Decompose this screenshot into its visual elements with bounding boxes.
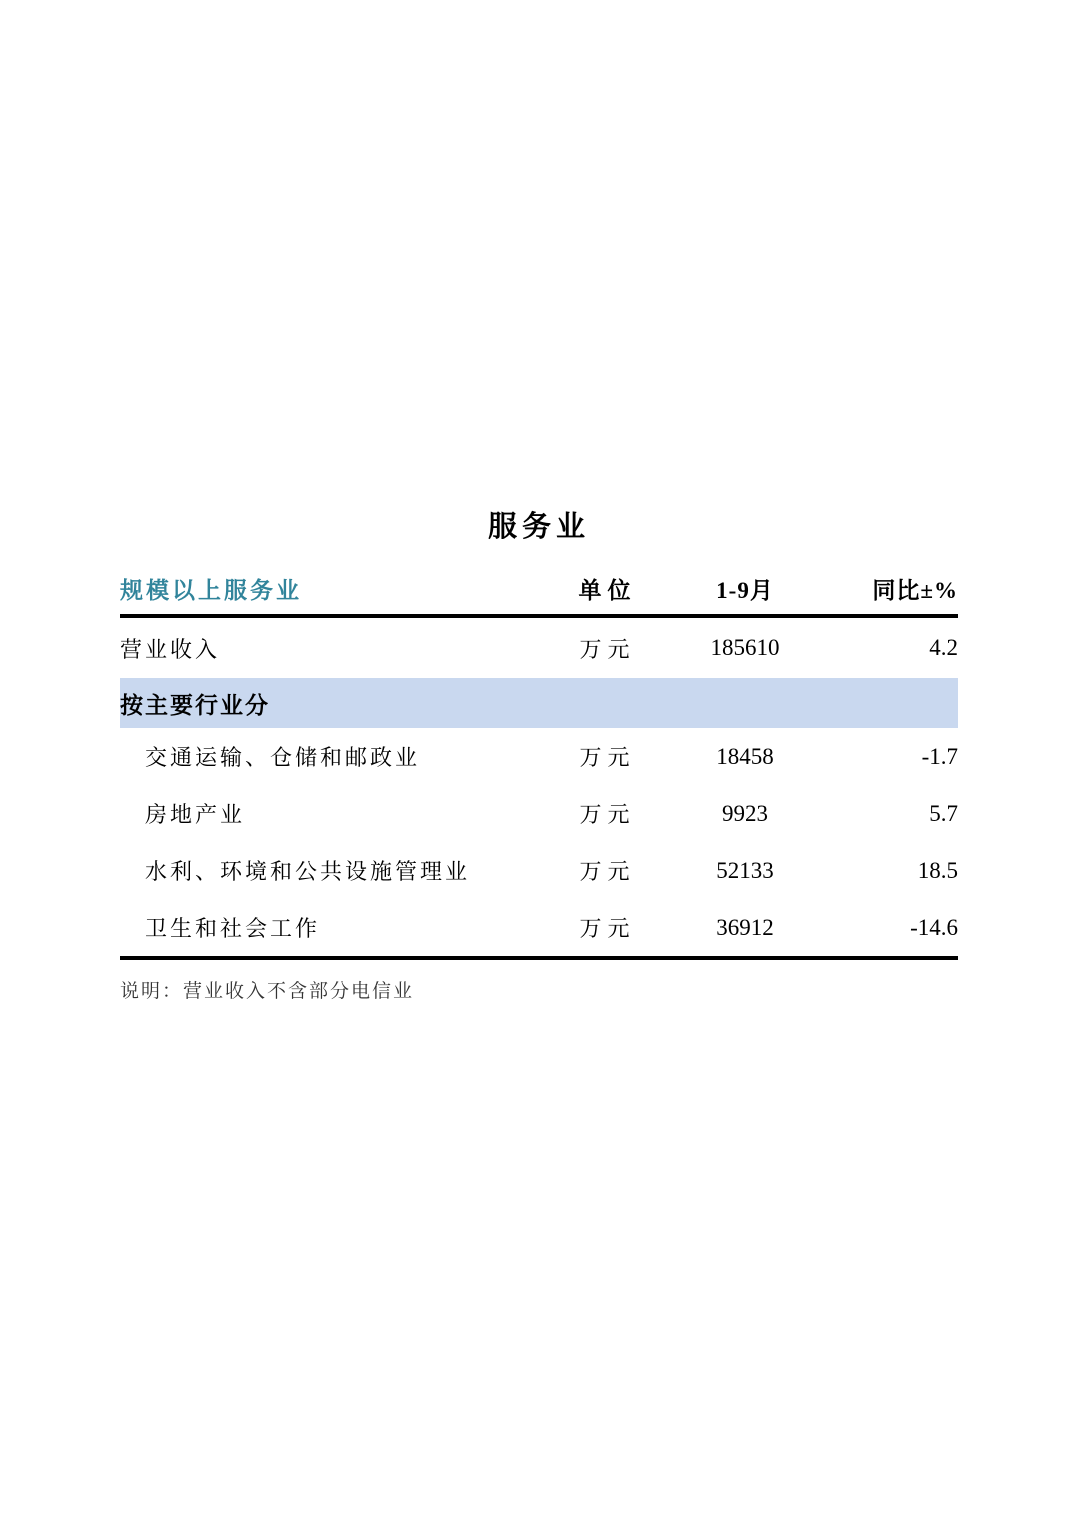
row-indicator: 营业收入: [120, 636, 221, 662]
page-title: 服务业: [487, 509, 590, 543]
row-indicator: 房地产业: [145, 802, 246, 827]
row-unit: 万元: [579, 916, 636, 941]
row-value: 9923: [722, 800, 768, 826]
row-indicator: 卫生和社会工作: [145, 916, 321, 941]
table-row: [120, 618, 958, 678]
services-table: [120, 562, 958, 960]
row-value: 18458: [716, 743, 774, 769]
row-unit: 万元: [579, 636, 636, 662]
row-yoy: -14.6: [910, 914, 958, 940]
section-label: 按主要行业分: [120, 692, 270, 718]
row-yoy: 18.5: [917, 857, 958, 883]
table-row: [120, 728, 958, 785]
row-value: 185610: [710, 635, 780, 660]
table-row: [120, 899, 958, 960]
row-yoy: -1.7: [921, 743, 958, 769]
section-band: [120, 678, 958, 728]
row-unit: 万元: [579, 802, 636, 827]
row-unit: 万元: [579, 745, 636, 770]
footnote: 说明：营业收入不含部分电信业: [120, 981, 415, 1002]
header-indicator: 规模以上服务业: [120, 577, 302, 603]
table-row: [120, 785, 958, 842]
table-header-row: [120, 562, 958, 618]
table-row: [120, 842, 958, 899]
row-yoy: 4.2: [929, 635, 958, 660]
row-indicator: 水利、环境和公共设施管理业: [145, 859, 471, 884]
table-section: [120, 506, 958, 1003]
row-value: 52133: [716, 857, 774, 883]
header-period: 1-9月: [716, 577, 774, 603]
row-unit: 万元: [579, 859, 636, 884]
header-unit: 单位: [578, 577, 637, 603]
row-indicator: 交通运输、仓储和邮政业: [145, 745, 421, 770]
row-value: 36912: [716, 914, 774, 940]
header-yoy: 同比±%: [872, 577, 958, 603]
row-yoy: 5.7: [929, 800, 958, 826]
